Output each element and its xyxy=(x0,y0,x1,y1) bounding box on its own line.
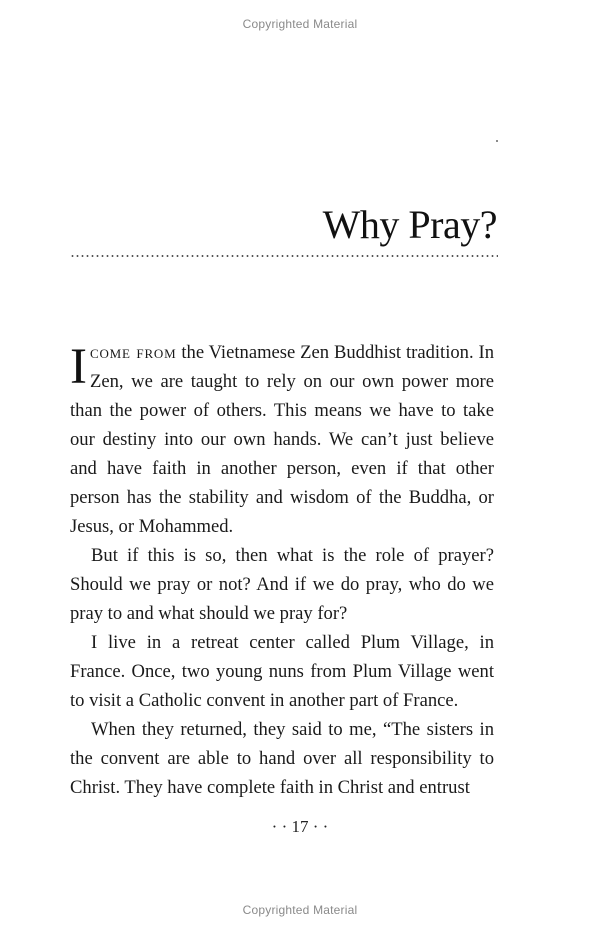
page-number: · · 17 · · xyxy=(271,817,329,836)
chapter-body xyxy=(70,338,494,802)
lead-in-smallcaps: come from xyxy=(89,342,177,363)
paragraph-1 xyxy=(70,338,494,541)
chapter-title: Why Pray? xyxy=(322,202,497,247)
stray-mark xyxy=(496,140,498,142)
paragraph-1-text: the Vietnamese Zen Buddhist tradition. In Zen, we are taught to rely on our own power more than the power of others. This means we have to take our destiny into our own hands. We can’t just believe and have faith in another person, even if that other person has the stability and wisdom of the Buddha, or Jesus, or Mohammed. xyxy=(70,342,494,537)
copyright-watermark-top: Copyrighted Material xyxy=(242,17,358,31)
paragraph-2: But if this is so, then what is the role of prayer? Should we pray or not? And if we do pray, who do we pray to and what should we pray for? xyxy=(70,545,494,624)
paragraph-3: I live in a retreat center called Plum Village, in France. Once, two young nuns from Plum Village went to visit a Catholic convent in another part of France. xyxy=(70,632,494,711)
dotted-rule xyxy=(70,255,498,257)
drop-cap: I xyxy=(70,339,87,395)
paragraph-4: When they returned, they said to me, “The sisters in the convent are able to hand over all responsibility to Christ. They have complete faith in Christ and entrust xyxy=(70,719,494,798)
copyright-watermark-bottom: Copyrighted Material xyxy=(242,903,358,917)
